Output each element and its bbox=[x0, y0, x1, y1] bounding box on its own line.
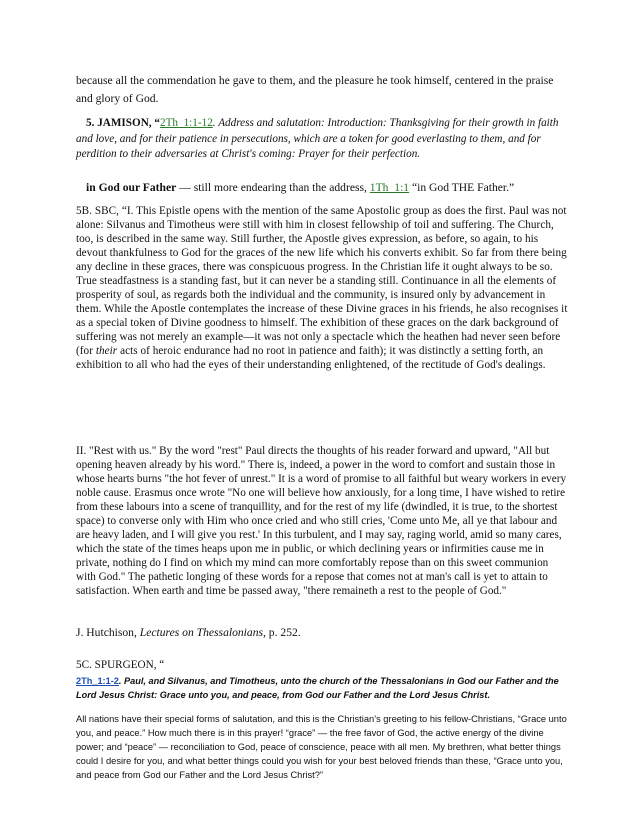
spurgeon-verse-text: . Paul, and Silvanus, and Timotheus, unto the church of the Thessalonians in God our Father and the Lord Jesus Christ: Grace unto you, and peace, from God our Father and the Lord Jesus Christ. bbox=[76, 676, 559, 700]
paragraph-sbc-part-two bbox=[76, 444, 568, 598]
sbc-text-after: acts of heroic endurance had no root in patience and faith); it was distinctly a setting forth, an exhibition to all who had the eyes of their understanding enlightened, of the rectitude of God's dealings. bbox=[76, 345, 546, 371]
sbc-emphasis-their: their bbox=[95, 345, 118, 357]
heading-spurgeon bbox=[76, 657, 568, 673]
phrase-endearing: — still more endearing than the address, bbox=[176, 181, 370, 194]
jamison-summary: . Address and salutation: Introduction: Thanksgiving for their growth in faith and love, and for their patience in persecutions, which are a token for good everlasting to them, and for perdition to their adversaries at Christ's coming: Prayer for their perfection. bbox=[76, 117, 559, 160]
phrase-in-god-our-father: in God our Father bbox=[86, 181, 177, 194]
paragraph-sbc-part-one bbox=[76, 204, 568, 372]
paragraph-spurgeon-comment bbox=[76, 712, 568, 782]
jamison-heading: 5. JAMISON, “ bbox=[86, 117, 160, 129]
citation-title: Lectures on Thessalonians, bbox=[139, 626, 266, 639]
phrase-god-the-father: “in God THE Father.” bbox=[409, 181, 515, 194]
paragraph-commendation bbox=[76, 72, 568, 108]
sbc-text-before: 5B. SBC, “I. This Epistle opens with the mention of the same Apostolic group as does the first. Paul was not alone: Silvanus and Timotheus were still with him in closest fellowship of toil and suffering. The Church, too, is described in the same way. Still further, the Apostle gives expression, as before, so again, to his devout thankfulness to God for the graces of the new life which his converts exhibit. So far from there being any decline in these graces, there was conspicuous progress. In the Christian life it ought always to be so. True steadfastness is a standing fast, but it can never be a standing still. Continuance in all the elements of prosperity of soul, as regards both the individual and the community, is insured only by advancement in them. While the Apostle contemplates the increase of these Divine graces in his friends, he also recognises it as a special token of Divine goodness to himself. The exhibition of these graces on the dark background of suffering was not merely an example—it was not only a spectacle which the heathen had never seen before (for bbox=[76, 205, 568, 357]
scripture-link-1th-1-1[interactable]: 1Th_1:1 bbox=[369, 181, 410, 194]
paragraph-text: All nations have their special forms of salutation, and this is the Christian’s greeting to his fellow-Christians, “Grace unto you, and peace.” How much there is in this prayer! “grace” — the free favor of God, the active energy of the divine power; and “peace” — reconciliation to God, peace of conscience, peace with all men. My brethren, what better things could I desire for you, and what better things could you wish for your best beloved friends than these, “Grace unto you, and peace from God our Father and the Lord Jesus Christ?” bbox=[76, 714, 567, 780]
citation-hutchison bbox=[76, 625, 568, 641]
paragraph-spurgeon-verse bbox=[76, 674, 568, 702]
paragraph-jamison bbox=[76, 116, 568, 163]
paragraph-text: because all the commendation he gave to them, and the pleasure he took himself, centered in the praise and glory of God. bbox=[76, 74, 554, 105]
scripture-link-2th-1-1-12[interactable]: 2Th_1:1-12 bbox=[159, 117, 213, 129]
citation-page: p. 252. bbox=[265, 626, 301, 639]
spurgeon-heading-text: 5C. SPURGEON, “ bbox=[76, 659, 165, 671]
scripture-link-2th-1-1-2[interactable]: 2Th_1:1-2 bbox=[76, 676, 119, 686]
paragraph-text: II. "Rest with us." By the word "rest" Paul directs the thoughts of his reader forward and upward, "All but opening heaven already by his word." There is, indeed, a power in the word to comfort and sustain those in whose hearts burns "the hot fever of unrest." It is a word of promise to all faithful but weary workers in every noble cause. Erasmus once wrote "No one will believe how anxiously, for a long time, I have wished to retire from these labours into a scene of tranquillity, and for the rest of my life (dwindled, it is true, to the shortest space) to converse only with Him who once cried and who still cries, 'Come unto Me, all ye that labour and are heavy laden, and I will give you rest.' In this turbulent, and I may say, raging world, amid so many cares, which the state of the times heaps upon me in public, or which declining years or infirmities cause me in private, nothing do I find on which my mind can more comfortably repose than on this sweet communion with God." The pathetic longing of these words for a repose that comes not at man's call is yet to attain to satisfaction. When earth and time be passed away, "there remaineth a rest to the people of God." bbox=[76, 445, 567, 597]
paragraph-in-god-our-father bbox=[76, 180, 568, 196]
citation-author: J. Hutchison, bbox=[76, 626, 140, 639]
